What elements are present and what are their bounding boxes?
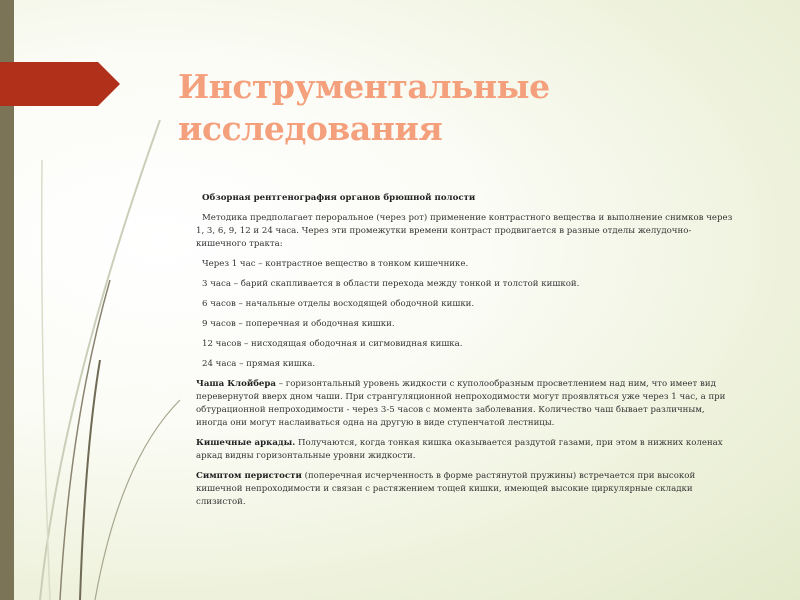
pinnate-paragraph bbox=[196, 470, 736, 509]
list-item: 9 часов – поперечная и ободочная кишки. bbox=[202, 319, 395, 329]
grass-decoration bbox=[0, 100, 200, 600]
definition: – горизонтальный уровень жидкости с куполообразным просветлением над ним, что имеет вид перевернутой вверх дном чаши. При странгуляционной непроходимости могут проявляться уже через 1 час, а при обтурационной непроходимости - через 3-5 часов с момента заболевания. Количество чаш бывает различным, иногда они могут наслаиваться одна на другую в виде ступенчатой лестницы. bbox=[196, 379, 726, 428]
kloiber-paragraph bbox=[196, 378, 736, 430]
arcades-paragraph bbox=[196, 437, 736, 463]
slide-title: Инструментальные исследования bbox=[178, 67, 550, 148]
list-item: Через 1 час – контрастное вещество в тонком кишечнике. bbox=[202, 259, 469, 269]
term: Симптом перистости bbox=[196, 471, 302, 481]
slide-body bbox=[196, 192, 736, 516]
term: Кишечные аркады. bbox=[196, 438, 296, 448]
list-item: 6 часов – начальные отделы восходящей ободочной кишки. bbox=[202, 299, 475, 309]
term: Чаша Клойбера bbox=[196, 379, 276, 389]
definition: (поперечная исчерченность в форме растянутой пружины) встречается при высокой кишечной непроходимости и связан с растяжением тощей кишки, имеющей высокие циркулярные складки слизистой. bbox=[196, 471, 696, 507]
list-item: 3 часа – барий скапливается в области перехода между тонкой и толстой кишкой. bbox=[202, 279, 580, 289]
section-heading: Обзорная рентгенография органов брюшной полости bbox=[202, 193, 476, 203]
list-item: 24 часа – прямая кишка. bbox=[202, 359, 316, 369]
list-item: 12 часов – нисходящая ободочная и сигмовидная кишка. bbox=[202, 339, 463, 349]
definition: Получаются, когда тонкая кишка оказывается раздутой газами, при этом в нижних коленах аркад видны горизонтальные уровни жидкости. bbox=[196, 438, 723, 461]
intro-paragraph: Методика предполагает пероральное (через рот) применение контрастного вещества и выполнение снимков через 1, 3, 6, 9, 12 и 24 часа. Через эти промежутки времени контраст продвигается в разные отделы желудочно-кишечного тракта: bbox=[196, 213, 733, 249]
title-banner-arrow bbox=[0, 62, 120, 106]
